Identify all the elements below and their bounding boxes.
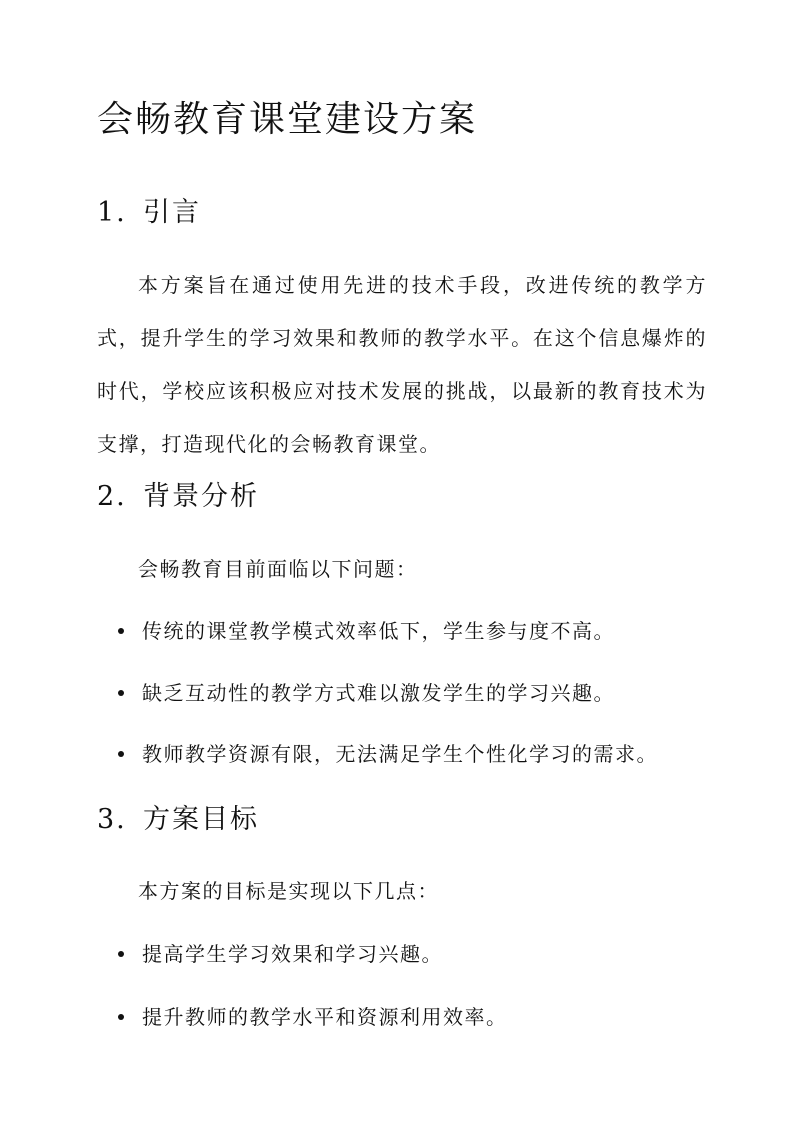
list-item <box>118 940 443 968</box>
section-number: 1. <box>97 197 127 228</box>
list-item-text: 提升教师的教学水平和资源利用效率。 <box>142 1005 508 1029</box>
section-number: 3. <box>97 804 127 835</box>
section-paragraph: 本方案旨在通过使用先进的技术手段，改进传统的教学方式，提升学生的学习效果和教师的教学水平。在这个信息爆炸的时代，学校应该积极应对技术发展的挑战，以最新的教育技术为支撑，打造现代化的会畅教育课堂。 <box>97 273 707 456</box>
section-title: 方案目标 <box>143 804 259 835</box>
list-item <box>118 617 615 645</box>
section-number: 2. <box>97 481 127 512</box>
bullet-icon <box>118 628 124 634</box>
list-item-text: 提高学生学习效果和学习兴趣。 <box>142 942 443 966</box>
section-intro: 本方案的目标是实现以下几点： <box>138 879 439 903</box>
section-heading-goals <box>97 802 259 838</box>
list-item-text: 教师教学资源有限，无法满足学生个性化学习的需求。 <box>142 742 658 766</box>
list-item-text: 传统的课堂教学模式效率低下，学生参与度不高。 <box>142 619 615 643</box>
section-intro: 会畅教育目前面临以下问题： <box>138 557 418 581</box>
bullet-icon <box>118 1014 124 1020</box>
list-item-text: 缺乏互动性的教学方式难以激发学生的学习兴趣。 <box>142 681 615 705</box>
document-title: 会畅教育课堂建设方案 <box>97 99 478 140</box>
bullet-icon <box>118 951 124 957</box>
section-heading-introduction <box>97 195 201 231</box>
bullet-icon <box>118 690 124 696</box>
section-title: 引言 <box>143 197 201 228</box>
list-item <box>118 740 658 768</box>
list-item <box>118 679 615 707</box>
section-heading-background <box>97 479 259 515</box>
bullet-icon <box>118 751 124 757</box>
section-title: 背景分析 <box>143 481 259 512</box>
list-item <box>118 1003 508 1031</box>
